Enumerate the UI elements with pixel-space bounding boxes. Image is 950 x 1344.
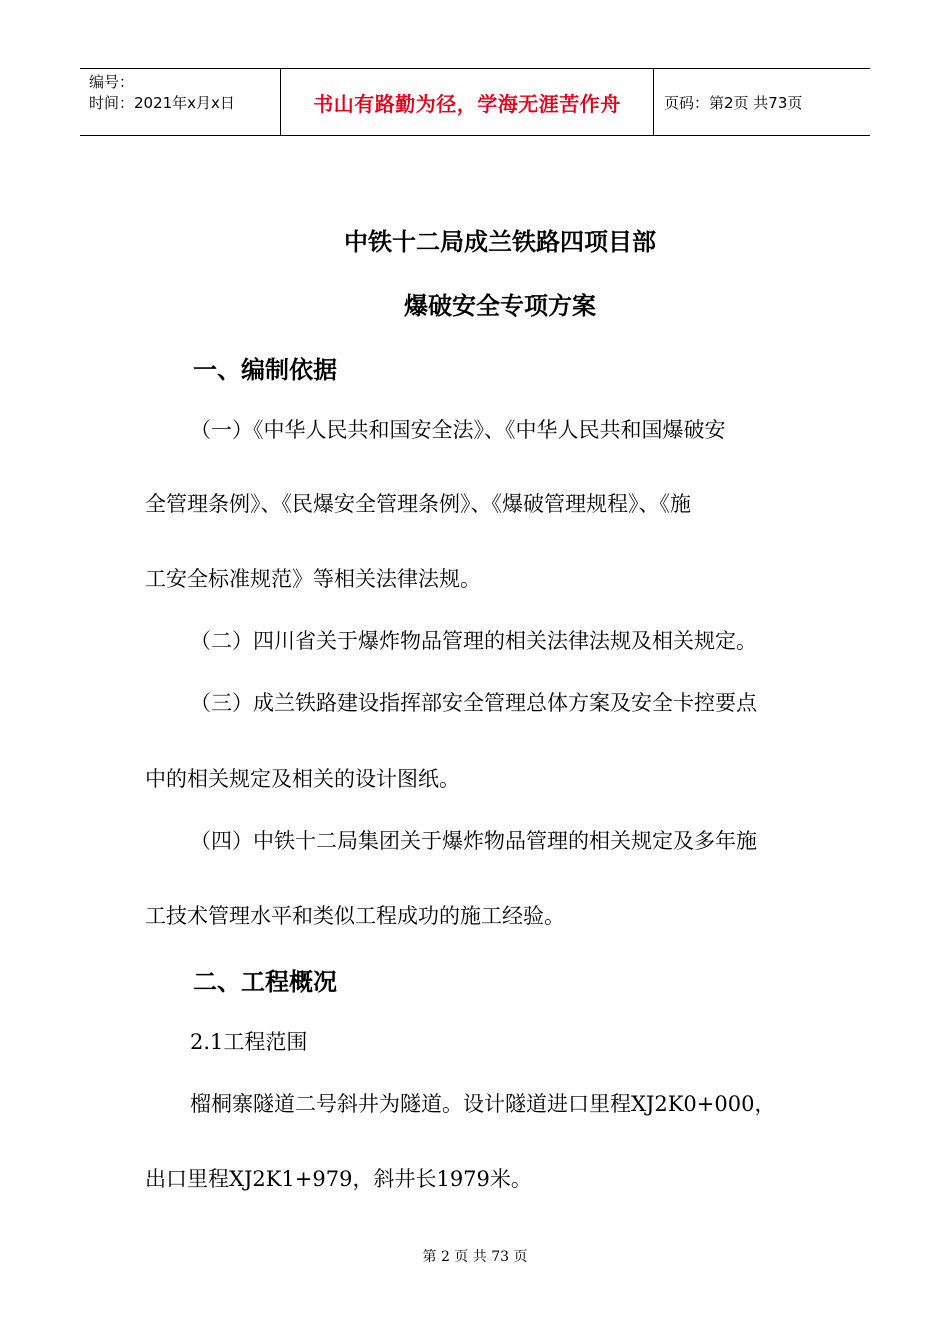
page-header	[80, 68, 870, 136]
subsection-heading: 2.1工程范围	[190, 1030, 308, 1054]
document-title-line1: 中铁十二局成兰铁路四项目部	[344, 228, 656, 256]
document-date-label: 时间：2021年x月x日	[89, 94, 235, 112]
section-heading-basis: 一、编制依据	[193, 356, 337, 384]
paragraph-line: 全管理条例》、《民爆安全管理条例》、《爆破管理规程》、《施	[145, 492, 691, 516]
paragraph-line: （四）中铁十二局集团关于爆炸物品管理的相关规定及多年施	[190, 829, 757, 853]
document-number-label: 编号：	[89, 73, 135, 91]
paragraph-line: 工安全标准规范》等相关法律法规。	[145, 567, 481, 591]
paragraph-line: （一）《中华人民共和国安全法》、《中华人民共和国爆破安	[190, 418, 726, 442]
paragraph-line: 中的相关规定及相关的设计图纸。	[145, 767, 460, 791]
paragraph-line: 榴桐寨隧道二号斜井为隧道。设计隧道进口里程XJ2K0+000，	[190, 1092, 776, 1116]
header-page-number: 页码：第2页 共73页	[664, 93, 803, 112]
header-motto: 书山有路勤为径，学海无涯苦作舟	[281, 69, 654, 135]
section-heading-overview: 二、工程概况	[193, 968, 337, 996]
page-footer: 第 2 页 共 73 页	[422, 1249, 528, 1265]
paragraph-line: （二）四川省关于爆炸物品管理的相关法律法规及相关规定。	[190, 629, 757, 653]
paragraph-line: （三）成兰铁路建设指挥部安全管理总体方案及安全卡控要点	[190, 691, 757, 715]
paragraph-line: 工技术管理水平和类似工程成功的施工经验。	[145, 904, 565, 928]
header-meta	[80, 69, 281, 135]
paragraph-line: 出口里程XJ2K1+979，斜井长1979米。	[145, 1167, 532, 1191]
document-title-line2: 爆破安全专项方案	[404, 292, 596, 320]
